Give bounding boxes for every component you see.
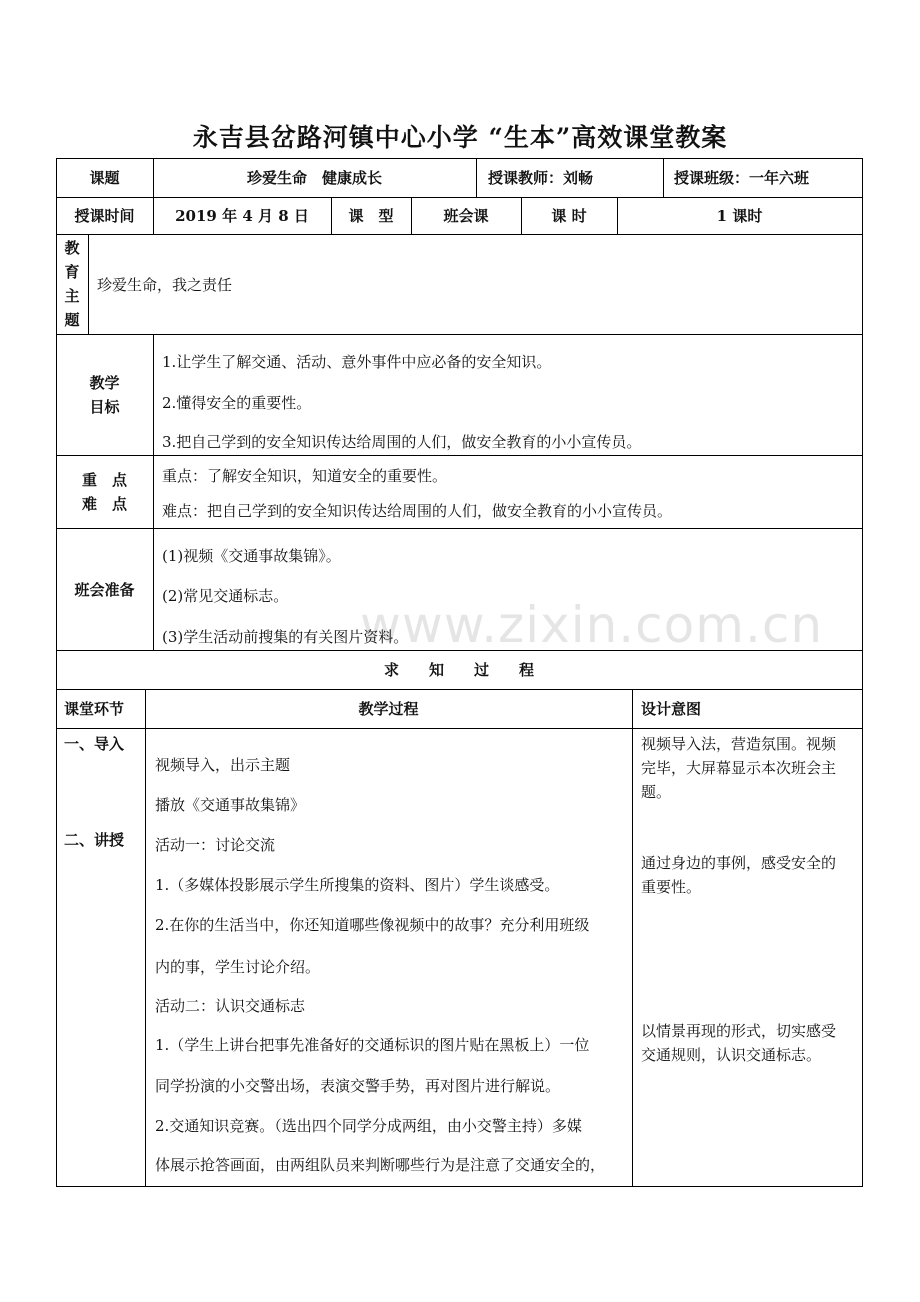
process-line: 活动二：认识交通标志 — [155, 997, 306, 1015]
key-points-label-line: 难 点 — [81, 494, 127, 513]
column-header-stage: 课堂环节 — [64, 700, 125, 718]
theme-label — [56, 234, 88, 334]
type-label: 课 型 — [348, 207, 394, 225]
process-line: 视频导入，出示主题 — [155, 756, 291, 774]
key-points-label-line: 重 点 — [81, 470, 127, 489]
process-line: 1.（学生上讲台把事先准备好的交通标识的图片贴在黑板上）一位 — [155, 1036, 590, 1054]
process-line: 1.（多媒体投影展示学生所搜集的资料、图片）学生谈感受。 — [155, 876, 560, 894]
type-value: 班会课 — [443, 207, 489, 225]
intent-line: 重要性。 — [641, 878, 702, 896]
hours-value: 1 课时 — [716, 207, 763, 225]
topic-value: 珍爱生命 健康成长 — [246, 169, 382, 187]
column-header-intent: 设计意图 — [641, 700, 702, 718]
process-line: 内的事，学生讨论介绍。 — [155, 958, 321, 976]
watermark: www.zixin.com.cn — [360, 596, 824, 654]
key-points-label — [56, 455, 153, 528]
preparation-label: 班会准备 — [74, 580, 135, 599]
objectives-label-line: 目标 — [89, 397, 120, 416]
theme-label-char: 教 — [64, 239, 80, 257]
theme-label-char: 育 — [64, 263, 80, 281]
document-title: 永吉县岔路河镇中心小学 “生本”高效课堂教案 — [192, 123, 728, 152]
process-line: 活动一：讨论交流 — [155, 836, 276, 854]
preparation-item: (2)常见交通标志。 — [162, 587, 289, 605]
column-header-process: 教学过程 — [358, 700, 419, 718]
hours-label: 课 时 — [551, 207, 587, 225]
key-point-text: 重点：了解安全知识，知道安全的重要性。 — [162, 467, 448, 485]
objective-item: 2.懂得安全的重要性。 — [162, 394, 312, 412]
time-label: 授课时间 — [74, 207, 135, 225]
theme-label-char: 题 — [64, 311, 80, 329]
intent-line: 通过身边的事例，感受安全的 — [641, 854, 837, 872]
intent-line: 完毕，大屏幕显示本次班会主 — [641, 759, 837, 777]
objectives-label-line: 教学 — [89, 373, 120, 392]
class-field: 授课班级：一年六班 — [674, 169, 810, 187]
intent-line: 以情景再现的形式，切实感受 — [641, 1022, 837, 1040]
objectives-label — [56, 334, 153, 455]
preparation-item: (3)学生活动前搜集的有关图片资料。 — [162, 628, 409, 646]
intent-line: 交通规则，认识交通标志。 — [641, 1046, 822, 1064]
intent-line: 视频导入法，营造氛围。视频 — [641, 735, 837, 753]
theme-text: 珍爱生命，我之责任 — [97, 276, 233, 294]
objective-item: 3.把自己学到的安全知识传达给周围的人们，做安全教育的小小宣传员。 — [162, 433, 642, 451]
process-title: 求 知 过 程 — [383, 661, 534, 679]
process-line: 播放《交通事故集锦》 — [155, 796, 306, 814]
objective-item: 1.让学生了解交通、活动、意外事件中应必备的安全知识。 — [162, 353, 552, 371]
process-line: 体展示抢答画面，由两组队员来判断哪些行为是注意了交通安全的， — [155, 1156, 606, 1174]
theme-label-char: 主 — [64, 287, 80, 305]
process-line: 2.在你的生活当中，你还知道哪些像视频中的故事？充分利用班级 — [155, 916, 590, 934]
stage-item: 二、讲授 — [64, 831, 125, 849]
stage-item: 一、导入 — [64, 735, 125, 753]
time-value: 2019 年 4 月 8 日 — [175, 207, 309, 225]
preparation-item: (1)视频《交通事故集锦》。 — [162, 547, 341, 565]
topic-label: 课题 — [89, 169, 120, 187]
process-line: 同学扮演的小交警出场，表演交警手势，再对图片进行解说。 — [155, 1077, 561, 1095]
intent-line: 题。 — [641, 783, 672, 801]
process-line: 2.交通知识竞赛。（选出四个同学分成两组，由小交警主持）多媒 — [155, 1117, 582, 1135]
difficult-point-text: 难点：把自己学到的安全知识传达给周围的人们，做安全教育的小小宣传员。 — [162, 502, 673, 520]
teacher-field: 授课教师：刘畅 — [488, 169, 594, 187]
